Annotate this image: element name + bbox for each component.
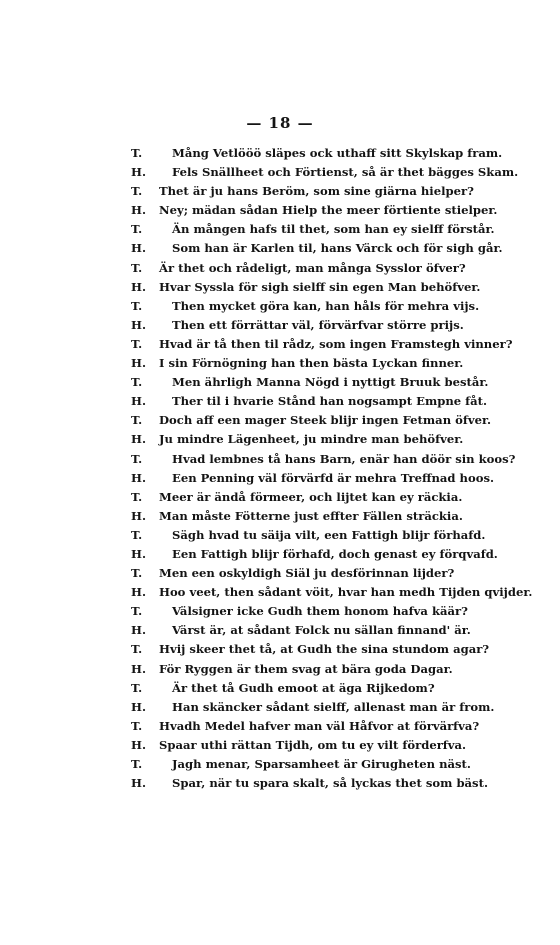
dialogue-line <box>131 602 530 621</box>
speaker-label: T. <box>131 298 143 313</box>
dialogue-line <box>131 163 530 182</box>
speaker-label: H. <box>131 699 146 714</box>
dialogue-line <box>131 774 530 793</box>
line-text: Är thet tå Gudh emoot at äga Rijkedom? <box>172 680 435 695</box>
speaker-label: T. <box>131 336 143 351</box>
speaker-label: H. <box>131 279 146 294</box>
dialogue-lines <box>131 144 533 793</box>
line-text: Thet är ju hans Beröm, som sine giärna hielper? <box>159 184 474 199</box>
speaker-label: H. <box>131 776 146 791</box>
dialogue-line <box>131 335 530 354</box>
line-text: Fels Snällheet och Förtienst, så är thet bägges Skam. <box>172 165 519 180</box>
speaker-label: H. <box>131 356 146 371</box>
line-text: Ju mindre Lägenheet, ju mindre man behöfver. <box>159 432 464 447</box>
line-text: Jagh menar, Sparsamheet är Girugheten näst. <box>172 757 471 771</box>
dialogue-line <box>131 201 530 220</box>
dialogue-line <box>131 316 530 335</box>
speaker-label: T. <box>131 413 143 428</box>
dialogue-line <box>131 621 530 640</box>
speaker-label: T. <box>131 146 143 160</box>
speaker-label: T. <box>131 642 143 657</box>
line-text: Som han är Karlen til, hans Värck och för sigh går. <box>172 241 503 256</box>
dialogue-line <box>131 545 530 564</box>
line-text: Man måste Fötterne just effter Fällen sträckia. <box>159 508 463 523</box>
dialogue-line <box>131 354 530 373</box>
dialogue-line <box>131 144 530 163</box>
dialogue-line <box>131 488 530 507</box>
speaker-label: T. <box>131 680 143 695</box>
dialogue-line <box>131 411 530 430</box>
dialogue-line <box>131 640 530 659</box>
dialogue-line <box>131 278 530 297</box>
line-text: Hvad lembnes tå hans Barn, enär han döör sin koos? <box>172 451 516 466</box>
line-text: Han skäncker sådant sielff, allenast man är from. <box>172 699 495 714</box>
speaker-label: T. <box>131 184 143 199</box>
dialogue-line <box>131 430 530 449</box>
dialogue-line <box>131 239 530 258</box>
line-text: Hvad är tå then til rådz, som ingen Framstegh vinner? <box>159 336 513 351</box>
line-text: Men ährligh Manna Nögd i nyttigt Bruuk består. <box>172 375 489 390</box>
dialogue-line <box>131 660 530 679</box>
speaker-label: H. <box>131 394 146 409</box>
dialogue-line <box>131 736 530 755</box>
line-text: Hvadh Medel hafver man väl Håfvor at förvärfva? <box>159 718 480 733</box>
line-text: Meer är ändå förmeer, och lijtet kan ey räckia. <box>159 489 463 504</box>
dialogue-line <box>131 220 530 239</box>
dialogue-line <box>131 564 530 583</box>
speaker-label: T. <box>131 222 143 237</box>
dialogue-line <box>131 698 530 717</box>
speaker-label: T. <box>131 451 143 466</box>
line-text: Hoo veet, then sådant vöit, hvar han medh Tijden qvijder. <box>159 585 533 600</box>
dialogue-line <box>131 259 530 278</box>
speaker-label: T. <box>131 757 143 771</box>
line-text: Sägh hvad tu säija vilt, een Fattigh blijr förhafd. <box>172 527 486 542</box>
speaker-label: H. <box>131 241 146 256</box>
speaker-label: H. <box>131 432 146 447</box>
dialogue-line <box>131 182 530 201</box>
speaker-label: H. <box>131 317 146 332</box>
speaker-label: T. <box>131 375 143 390</box>
speaker-label: H. <box>131 546 146 561</box>
line-text: Ther til i hvarie Stånd han nogsampt Empne fåt. <box>172 394 488 409</box>
line-text: Spaar uthi rättan Tijdh, om tu ey vilt förderfva. <box>159 737 467 752</box>
dialogue-line <box>131 507 530 526</box>
line-text: Men een oskyldigh Siäl ju desförinnan lijder? <box>159 566 455 581</box>
speaker-label: H. <box>131 623 146 638</box>
line-text: Then mycket göra kan, han håls för mehra vijs. <box>172 298 480 313</box>
line-text: Mång Vetlööö släpes ock uthaff sitt Skylskap fram. <box>172 146 503 160</box>
speaker-label: H. <box>131 508 146 523</box>
dialogue-line <box>131 679 530 698</box>
speaker-label: T. <box>131 566 143 581</box>
dialogue-line <box>131 717 530 736</box>
line-text: Än mången hafs til thet, som han ey sielff förstår. <box>172 222 495 237</box>
dialogue-line <box>131 583 533 602</box>
line-text: Doch aff een mager Steek blijr ingen Fetman öfver. <box>159 413 492 428</box>
speaker-label: T. <box>131 604 143 619</box>
speaker-label: H. <box>131 585 146 600</box>
line-text: Värst är, at sådant Folck nu sällan finnand' är. <box>172 623 471 638</box>
page-number: — 18 — <box>246 114 314 132</box>
line-text: Hvij skeer thet tå, at Gudh the sina stundom agar? <box>159 642 490 657</box>
line-text: Är thet och rådeligt, man många Sysslor öfver? <box>159 260 466 275</box>
dialogue-line <box>131 755 530 774</box>
speaker-label: T. <box>131 527 143 542</box>
speaker-label: H. <box>131 661 146 676</box>
line-text: I sin Förnögning han then bästa Lyckan finner. <box>159 356 464 371</box>
speaker-label: H. <box>131 165 146 180</box>
line-text: Hvar Syssla för sigh sielff sin egen Man behöfver. <box>159 279 481 294</box>
line-text: För Ryggen är them svag at bära goda Dagar. <box>159 661 453 676</box>
dialogue-line <box>131 297 530 316</box>
line-text: Välsigner icke Gudh them honom hafva käär? <box>172 604 468 619</box>
dialogue-line <box>131 392 530 411</box>
dialogue-line <box>131 373 530 392</box>
speaker-label: T. <box>131 260 143 275</box>
line-text: Spar, när tu spara skalt, så lyckas thet som bäst. <box>172 776 488 791</box>
dialogue-line <box>131 526 530 545</box>
line-text: Then ett förrättar väl, förvärfvar större prijs. <box>172 317 464 332</box>
line-text: Een Penning väl förvärfd är mehra Treffnad hoos. <box>172 470 495 485</box>
dialogue-line <box>131 469 530 488</box>
speaker-label: H. <box>131 470 146 485</box>
speaker-label: T. <box>131 718 143 733</box>
speaker-label: T. <box>131 489 143 504</box>
line-text: Een Fattigh blijr förhafd, doch genast ey förqvafd. <box>172 546 498 561</box>
line-text: Ney; mädan sådan Hielp the meer förtiente stielper. <box>159 203 498 218</box>
speaker-label: H. <box>131 737 146 752</box>
dialogue-line <box>131 450 530 469</box>
speaker-label: H. <box>131 203 146 218</box>
